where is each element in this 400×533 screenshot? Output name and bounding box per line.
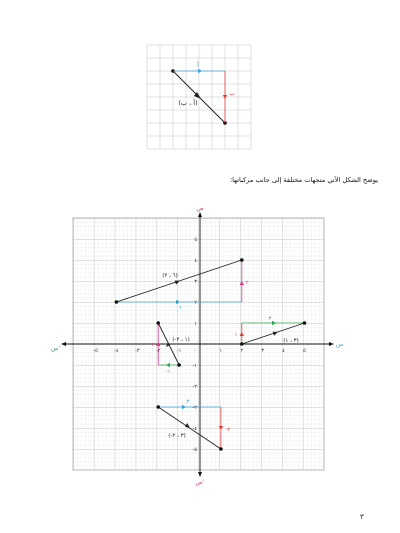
component-label: -٢ (225, 427, 231, 433)
vector-label: (-١ ، ٢) (172, 337, 190, 343)
x-axis-positive-label: س (336, 341, 344, 348)
x-tick-label: -٣ (135, 348, 140, 354)
y-axis-negative-label: ص' (195, 479, 205, 486)
y-tick-label: -١ (192, 363, 197, 369)
y-tick-label: ١ (194, 321, 197, 327)
vector-label: (-٣ ، ٢) (168, 433, 186, 439)
x-tick-label: ٥ (303, 348, 306, 354)
figure-caption: يوضح الشكل الآتي متجهات مختلفة إلى جانب مركباتها: (229, 176, 378, 184)
component-label: ٣ (268, 316, 272, 322)
component-b-label: ب (229, 90, 235, 97)
component-label: ٣ (186, 399, 190, 405)
x-tick-label: ٢ (240, 348, 244, 354)
component-label: -١ (165, 369, 171, 375)
component-a-label: أ (197, 62, 199, 69)
component-label: ٢ (245, 280, 249, 286)
component-label: ٢ (151, 342, 155, 348)
component-label: ٦ (178, 305, 182, 311)
x-axis-negative-label: س' (51, 345, 60, 352)
page-number: ٣ (360, 513, 364, 521)
x-tick-label: -١ (176, 348, 182, 354)
y-tick-label: ٣ (194, 279, 197, 285)
vector-ab-label: (أ ، ب) (178, 99, 198, 107)
x-tick-label: ١ (219, 348, 223, 354)
y-axis-positive-label: ص (196, 205, 204, 212)
x-tick-label: ٣ (261, 348, 265, 354)
x-tick-label: -٢ (155, 348, 161, 354)
vector-label: (٦ ، ٢) (162, 273, 178, 279)
y-tick-label: -٢ (192, 384, 197, 390)
x-tick-label: -٥ (93, 348, 98, 354)
vector-label: (٣ ، ١) (283, 338, 299, 344)
component-label: ١ (234, 332, 238, 338)
y-tick-label: -٥ (192, 447, 197, 453)
x-tick-label: -٤ (114, 348, 119, 354)
y-tick-label: ٥ (194, 237, 197, 243)
origin-label: ٠ (193, 348, 197, 354)
y-tick-label: -٣ (192, 405, 197, 411)
x-tick-label: ٤ (282, 348, 285, 354)
y-tick-label: ٤ (194, 258, 197, 264)
y-tick-label: -٤ (192, 426, 197, 432)
y-tick-label: ٢ (194, 300, 197, 306)
